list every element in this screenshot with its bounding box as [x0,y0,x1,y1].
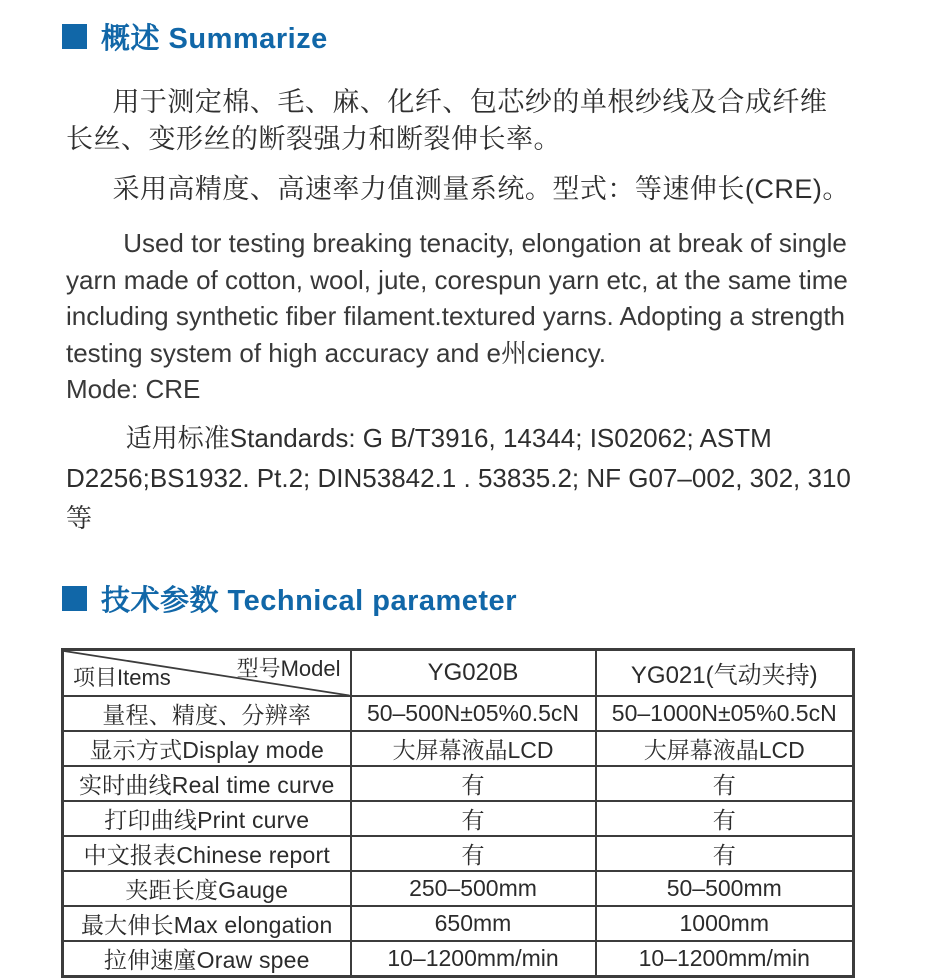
technical-heading-text: 技术参数 Technical parameter [101,578,517,619]
row-item-label: 中文报表Chinese report [63,836,351,871]
table-row [63,906,854,941]
row-item-label: 夹距长度Gauge [63,871,351,906]
row-value-yg020b: 大屏幕液晶LCD [351,731,596,766]
row-value-yg021: 大屏幕液晶LCD [596,731,854,766]
row-item-label: 实时曲线Real time curve [63,766,351,801]
row-value-yg021: 有 [596,766,854,801]
row-value-yg020b: 有 [351,801,596,836]
row-value-yg021: 1000mm [596,906,854,941]
row-value-yg020b: 有 [351,766,596,801]
corner-label-model: 型号Model [237,652,341,683]
row-value-yg020b: 250–500mm [351,871,596,906]
corner-label-items: 项目Items [73,661,171,692]
technical-section-heading [62,578,853,619]
row-value-yg021: 50–1000N±05%0.5cN [596,696,854,731]
row-value-yg020b: 50–500N±05%0.5cN [351,696,596,731]
row-item-label: 拉伸速廑Oraw spee [63,941,351,977]
section-marker-icon [62,586,87,611]
row-item-label: 量程、精度、分辨率 [63,696,351,731]
table-row [63,731,854,766]
mode-line: Mode: CRE [66,371,853,408]
row-value-yg020b: 有 [351,836,596,871]
row-value-yg021: 有 [596,801,854,836]
overview-section-heading [62,16,853,57]
row-value-yg021: 50–500mm [596,871,854,906]
standards-paragraph: 适用标准Standards: G B/T3916, 14344; IS02062; ASTM D2256;BS1932. Pt.2; DIN53842.1 . 53835.2; NF G07–002, 302, 310等 [66,418,853,538]
table-row [63,941,854,977]
table-corner-cell [63,649,351,696]
row-value-yg020b: 10–1200mm/min [351,941,596,977]
table-row [63,871,854,906]
column-header-yg021: YG021(气动夹持) [596,649,854,696]
overview-paragraph-cn-2: 采用高精度、高速率力值测量系统。型式：等速伸长(CRE)。 [66,171,853,208]
overview-paragraph-cn-1: 用于测定棉、毛、麻、化纤、包芯纱的单根纱线及合成纤维长丝、变形丝的断裂强力和断裂伸长率。 [66,84,853,158]
table-row [63,836,854,871]
overview-paragraph-en: Used tor testing breaking tenacity, elongation at break of single yarn made of cotton, wool, jute, corespun yarn etc, at the same time including synthetic fiber filament.textured yarns. Adopting a strength testing system of high accuracy and e州ciency. [66,225,853,371]
row-value-yg020b: 650mm [351,906,596,941]
row-value-yg021: 有 [596,836,854,871]
table-row [63,766,854,801]
technical-parameter-table [61,648,855,978]
overview-heading-text: 概述 Summarize [101,16,328,57]
row-item-label: 显示方式Display mode [63,731,351,766]
table-header-row [63,649,854,696]
row-item-label: 打印曲线Print curve [63,801,351,836]
row-item-label: 最大伸长Max elongation [63,906,351,941]
section-marker-icon [62,24,87,49]
table-row [63,696,854,731]
table-row [63,801,854,836]
column-header-yg020b: YG020B [351,649,596,696]
row-value-yg021: 10–1200mm/min [596,941,854,977]
